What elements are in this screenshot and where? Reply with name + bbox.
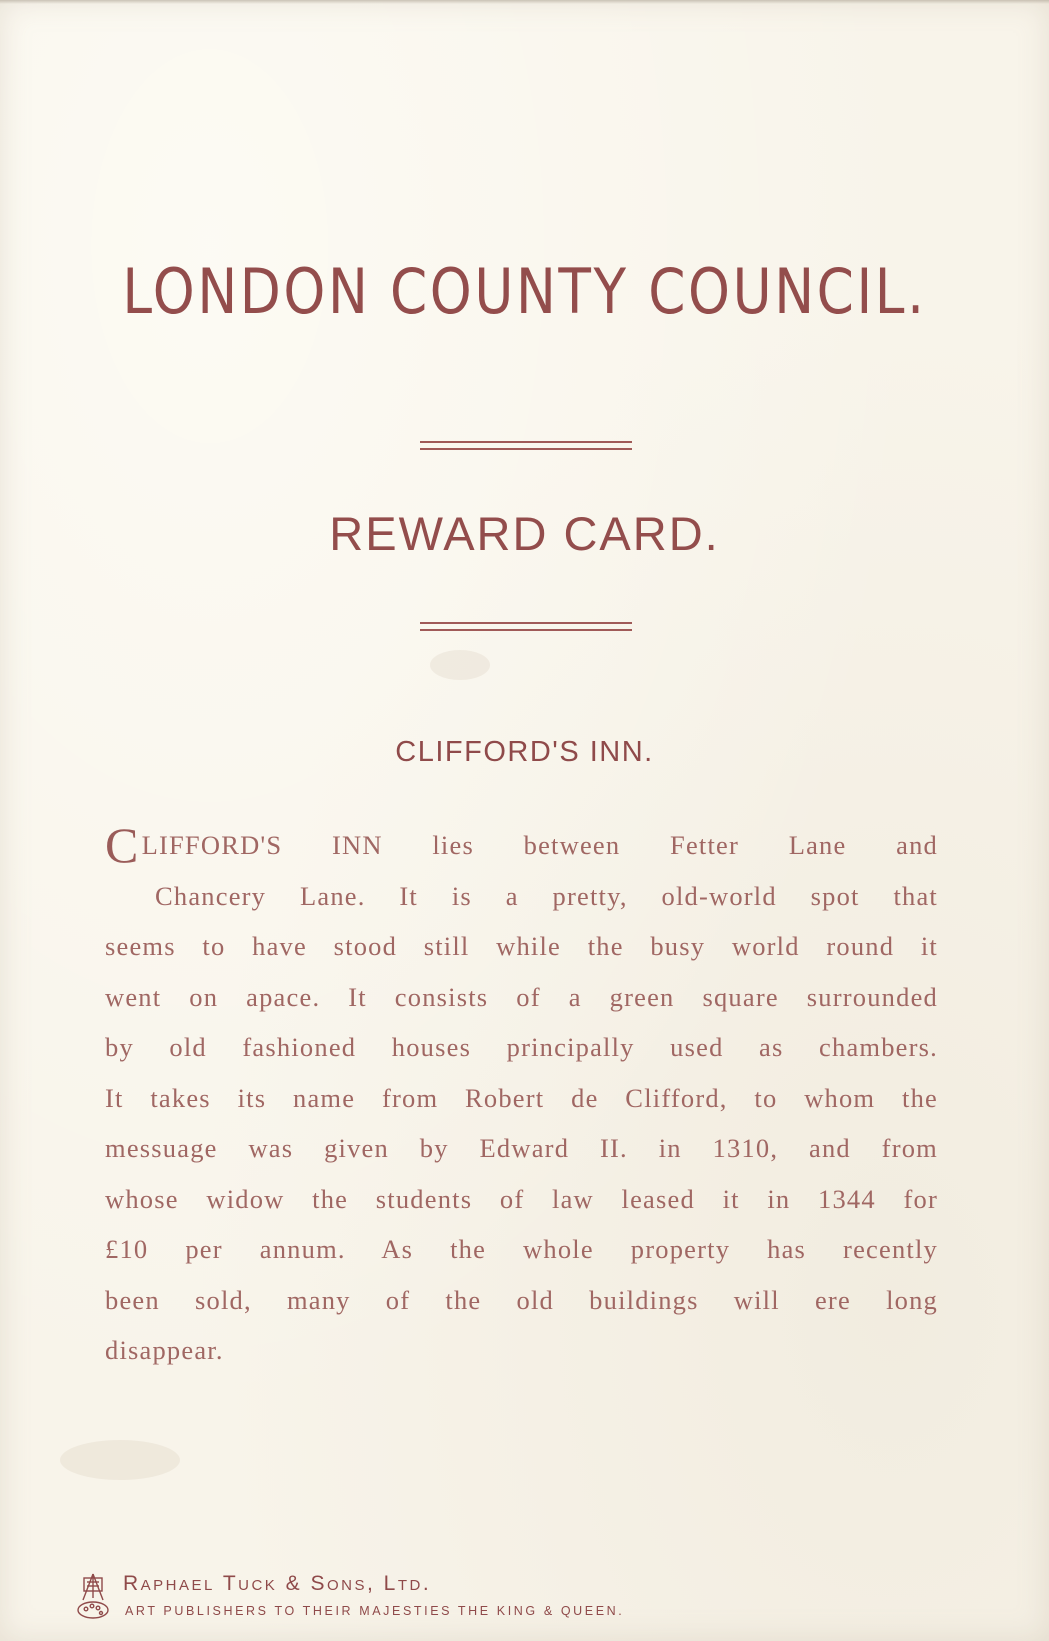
body-line: disappear. xyxy=(105,1335,224,1365)
body-line: whose widow the students of law leased it in 1344 for xyxy=(105,1183,938,1214)
body-line: by old fashioned houses principally used as chambers. xyxy=(105,1032,938,1062)
body-line-text: LIFFORD'S INN lies between Fetter Lane and xyxy=(141,830,938,860)
council-title: LONDON COUNTY COUNCIL. xyxy=(122,255,927,328)
double-rule-divider xyxy=(420,622,632,631)
body-line: It takes its name from Robert de Clifford, to whom the xyxy=(105,1082,938,1113)
section-heading: CLIFFORD'S INN. xyxy=(395,736,654,768)
paper-smudge xyxy=(430,650,490,680)
publisher-subtitle: ART PUBLISHERS TO THEIR MAJESTIES THE KING & QUEEN. xyxy=(125,1604,625,1618)
reward-card-title: REWARD CARD. xyxy=(329,507,720,560)
card-top-edge xyxy=(0,0,1049,4)
paper-smudge xyxy=(60,1440,180,1480)
drop-cap: C xyxy=(105,817,140,873)
body-line xyxy=(105,817,938,873)
body-paragraph xyxy=(105,817,938,1376)
body-line: been sold, many of the old buildings will ere long xyxy=(105,1284,938,1315)
body-line: Chancery Lane. It is a pretty, old-world spot that xyxy=(155,880,938,911)
body-line: seems to have stood still while the busy world round it xyxy=(105,931,938,961)
double-rule-divider xyxy=(420,441,632,450)
publisher-name: Raphael Tuck & Sons, Ltd. xyxy=(123,1572,432,1595)
body-line: went on apace. It consists of a green square surrounded xyxy=(105,981,938,1012)
easel-palette-icon xyxy=(75,1570,111,1622)
body-line: messuage was given by Edward II. in 1310, and from xyxy=(105,1133,938,1163)
body-line: £10 per annum. As the whole property has recently xyxy=(105,1234,938,1264)
